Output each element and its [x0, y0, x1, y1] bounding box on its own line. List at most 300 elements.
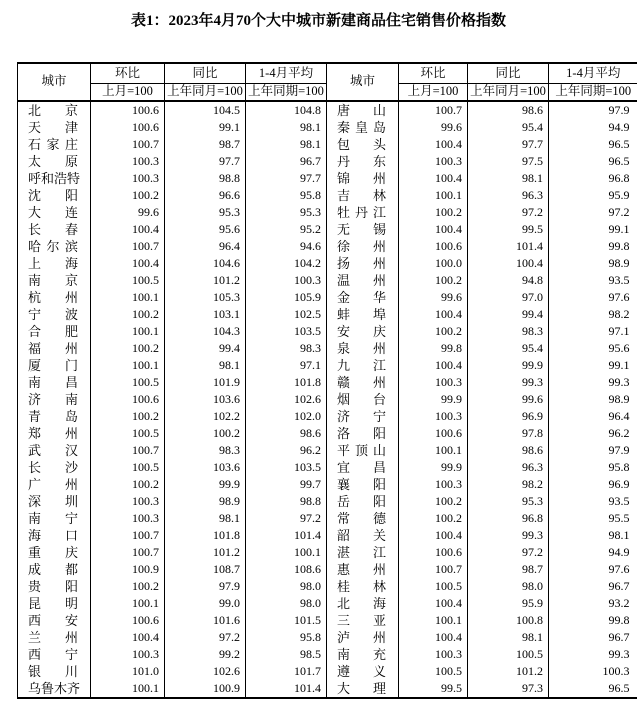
city-name: 重 庆	[28, 545, 78, 560]
city-cell-left	[18, 663, 91, 680]
city-cell-right	[327, 170, 399, 187]
city-name: 安 庆	[337, 324, 386, 339]
city-name: 厦 门	[28, 358, 78, 373]
mom-value-right: 100.3	[399, 646, 468, 663]
mom-value-left: 100.5	[91, 272, 165, 289]
mom-value-left: 100.3	[91, 510, 165, 527]
city-cell-right	[327, 663, 399, 680]
avg-value-right: 94.9	[549, 544, 637, 561]
city-cell-left	[18, 187, 91, 204]
city-name: 徐 州	[337, 239, 386, 254]
avg-value-right: 96.8	[549, 170, 637, 187]
yoy-value-right: 98.1	[468, 629, 549, 646]
city-name: 泸 州	[337, 630, 386, 645]
city-name: 三 亚	[337, 613, 386, 628]
city-cell-right	[327, 646, 399, 663]
city-name: 包 头	[337, 137, 386, 152]
yoy-value-right: 98.6	[468, 442, 549, 459]
mom-value-left: 100.7	[91, 238, 165, 255]
yoy-value-right: 100.4	[468, 255, 549, 272]
city-cell-right	[327, 544, 399, 561]
table-row	[18, 442, 637, 459]
mom-value-right: 100.3	[399, 408, 468, 425]
city-cell-right	[327, 340, 399, 357]
avg-value-left: 95.2	[246, 221, 327, 238]
mom-value-right: 100.2	[399, 272, 468, 289]
yoy-value-right: 97.3	[468, 680, 549, 698]
table-row	[18, 255, 637, 272]
city-cell-left	[18, 459, 91, 476]
yoy-value-right: 96.8	[468, 510, 549, 527]
table-row	[18, 578, 637, 595]
city-cell-right	[327, 357, 399, 374]
city-name: 乌 鲁 木 齐	[28, 681, 81, 696]
avg-value-right: 97.6	[549, 561, 637, 578]
mom-value-right: 100.4	[399, 306, 468, 323]
avg-value-left: 94.6	[246, 238, 327, 255]
header-city-left: 城市	[18, 63, 91, 101]
avg-value-left: 97.2	[246, 510, 327, 527]
city-name: 洛 阳	[337, 426, 386, 441]
yoy-value-right: 100.5	[468, 646, 549, 663]
city-name: 北 京	[28, 103, 78, 118]
city-cell-right	[327, 459, 399, 476]
table-row	[18, 425, 637, 442]
table-row	[18, 238, 637, 255]
mom-value-left: 100.3	[91, 646, 165, 663]
city-cell-left	[18, 357, 91, 374]
header-yoy-left: 同比	[165, 63, 246, 84]
table-row	[18, 476, 637, 493]
city-cell-left	[18, 408, 91, 425]
city-cell-left	[18, 425, 91, 442]
header-mom-right: 环比	[399, 63, 468, 84]
city-cell-left	[18, 204, 91, 221]
avg-value-left: 102.0	[246, 408, 327, 425]
city-cell-left	[18, 561, 91, 578]
city-name: 湛 江	[337, 545, 386, 560]
city-name: 合 肥	[28, 324, 78, 339]
yoy-value-left: 102.6	[165, 663, 246, 680]
table-header	[18, 63, 637, 101]
table-row	[18, 595, 637, 612]
yoy-value-right: 97.2	[468, 204, 549, 221]
city-cell-right	[327, 272, 399, 289]
table-row	[18, 459, 637, 476]
city-cell-left	[18, 510, 91, 527]
city-cell-right	[327, 119, 399, 136]
city-name: 岳 阳	[337, 494, 386, 509]
avg-value-left: 96.7	[246, 153, 327, 170]
city-cell-left	[18, 544, 91, 561]
city-name: 南 京	[28, 273, 78, 288]
mom-value-left: 100.5	[91, 374, 165, 391]
avg-value-right: 93.5	[549, 272, 637, 289]
table-row	[18, 136, 637, 153]
table-body	[18, 101, 637, 698]
city-name: 吉 林	[337, 188, 386, 203]
table-row	[18, 646, 637, 663]
avg-value-left: 98.3	[246, 340, 327, 357]
city-cell-right	[327, 255, 399, 272]
avg-value-left: 100.3	[246, 272, 327, 289]
yoy-value-left: 96.4	[165, 238, 246, 255]
yoy-value-left: 99.4	[165, 340, 246, 357]
city-name: 上 海	[28, 256, 78, 271]
mom-value-right: 100.2	[399, 204, 468, 221]
table-row	[18, 272, 637, 289]
header-mom-base-right: 上月=100	[399, 84, 468, 102]
yoy-value-left: 95.6	[165, 221, 246, 238]
city-name: 深 圳	[28, 494, 78, 509]
city-name: 西 宁	[28, 647, 78, 662]
yoy-value-left: 97.2	[165, 629, 246, 646]
yoy-value-left: 104.5	[165, 101, 246, 119]
mom-value-left: 100.7	[91, 527, 165, 544]
table-row	[18, 323, 637, 340]
avg-value-left: 95.3	[246, 204, 327, 221]
mom-value-left: 100.2	[91, 306, 165, 323]
avg-value-right: 99.8	[549, 612, 637, 629]
yoy-value-left: 101.6	[165, 612, 246, 629]
city-name: 桂 林	[337, 579, 386, 594]
avg-value-left: 98.0	[246, 595, 327, 612]
city-name: 大 理	[337, 681, 386, 696]
city-name: 南 昌	[28, 375, 78, 390]
table-row	[18, 340, 637, 357]
avg-value-right: 96.5	[549, 153, 637, 170]
mom-value-right: 99.9	[399, 391, 468, 408]
mom-value-left: 99.6	[91, 204, 165, 221]
city-name: 南 充	[337, 647, 386, 662]
city-cell-right	[327, 527, 399, 544]
city-name: 宁 波	[28, 307, 78, 322]
mom-value-left: 100.3	[91, 170, 165, 187]
city-name: 襄 阳	[337, 477, 386, 492]
table-row	[18, 527, 637, 544]
header-yoy-base-right: 上年同月=100	[468, 84, 549, 102]
avg-value-right: 97.2	[549, 204, 637, 221]
city-name: 西 安	[28, 613, 78, 628]
yoy-value-right: 98.1	[468, 170, 549, 187]
yoy-value-right: 100.8	[468, 612, 549, 629]
city-name: 常 德	[337, 511, 386, 526]
avg-value-left: 95.8	[246, 187, 327, 204]
mom-value-right: 100.4	[399, 357, 468, 374]
avg-value-right: 98.9	[549, 391, 637, 408]
table-row	[18, 493, 637, 510]
avg-value-right: 97.1	[549, 323, 637, 340]
yoy-value-left: 103.6	[165, 459, 246, 476]
yoy-value-right: 98.3	[468, 323, 549, 340]
city-cell-left	[18, 527, 91, 544]
mom-value-left: 100.1	[91, 323, 165, 340]
yoy-value-right: 96.3	[468, 459, 549, 476]
city-cell-right	[327, 595, 399, 612]
city-name: 温 州	[337, 273, 386, 288]
avg-value-right: 99.3	[549, 646, 637, 663]
city-cell-left	[18, 374, 91, 391]
mom-value-right: 99.9	[399, 459, 468, 476]
avg-value-right: 95.8	[549, 459, 637, 476]
city-name: 天 津	[28, 120, 78, 135]
mom-value-left: 100.2	[91, 476, 165, 493]
header-avg-base-left: 上年同期=100	[246, 84, 327, 102]
avg-value-left: 100.1	[246, 544, 327, 561]
avg-value-right: 98.1	[549, 527, 637, 544]
city-name: 大 连	[28, 205, 78, 220]
city-cell-left	[18, 646, 91, 663]
yoy-value-left: 99.1	[165, 119, 246, 136]
city-name: 牡 丹 江	[337, 205, 386, 220]
mom-value-right: 100.7	[399, 561, 468, 578]
city-cell-left	[18, 238, 91, 255]
mom-value-right: 100.3	[399, 153, 468, 170]
mom-value-left: 100.2	[91, 340, 165, 357]
header-avg-right: 1-4月平均	[549, 63, 637, 84]
table-row	[18, 357, 637, 374]
table-row	[18, 306, 637, 323]
yoy-value-left: 99.2	[165, 646, 246, 663]
avg-value-right: 94.9	[549, 119, 637, 136]
mom-value-left: 100.3	[91, 493, 165, 510]
table-row	[18, 170, 637, 187]
header-mom-left: 环比	[91, 63, 165, 84]
mom-value-right: 100.3	[399, 374, 468, 391]
table-row	[18, 221, 637, 238]
table-row	[18, 680, 637, 698]
mom-value-right: 100.4	[399, 136, 468, 153]
avg-value-left: 98.8	[246, 493, 327, 510]
mom-value-left: 100.6	[91, 612, 165, 629]
avg-value-right: 97.9	[549, 101, 637, 119]
avg-value-left: 98.1	[246, 136, 327, 153]
city-name: 丹 东	[337, 154, 386, 169]
table-row	[18, 612, 637, 629]
city-cell-left	[18, 289, 91, 306]
yoy-value-left: 98.1	[165, 510, 246, 527]
mom-value-right: 100.5	[399, 578, 468, 595]
avg-value-right: 96.7	[549, 578, 637, 595]
mom-value-left: 100.6	[91, 101, 165, 119]
city-name: 烟 台	[337, 392, 386, 407]
city-cell-right	[327, 374, 399, 391]
city-name: 兰 州	[28, 630, 78, 645]
mom-value-left: 100.1	[91, 357, 165, 374]
city-name: 广 州	[28, 477, 78, 492]
mom-value-right: 100.1	[399, 442, 468, 459]
yoy-value-right: 97.8	[468, 425, 549, 442]
yoy-value-right: 95.9	[468, 595, 549, 612]
city-cell-right	[327, 425, 399, 442]
city-name: 韶 关	[337, 528, 386, 543]
avg-value-right: 97.6	[549, 289, 637, 306]
yoy-value-left: 103.1	[165, 306, 246, 323]
city-name: 蚌 埠	[337, 307, 386, 322]
mom-value-right: 100.5	[399, 663, 468, 680]
mom-value-right: 100.3	[399, 476, 468, 493]
city-name: 海 口	[28, 528, 78, 543]
yoy-value-left: 97.9	[165, 578, 246, 595]
city-cell-right	[327, 442, 399, 459]
header-yoy-right: 同比	[468, 63, 549, 84]
header-avg-base-right: 上年同期=100	[549, 84, 637, 102]
mom-value-left: 100.1	[91, 680, 165, 698]
mom-value-right: 100.4	[399, 221, 468, 238]
city-cell-left	[18, 578, 91, 595]
avg-value-right: 99.1	[549, 357, 637, 374]
yoy-value-left: 97.7	[165, 153, 246, 170]
yoy-value-right: 95.3	[468, 493, 549, 510]
avg-value-left: 104.8	[246, 101, 327, 119]
city-name: 沈 阳	[28, 188, 78, 203]
mom-value-right: 100.4	[399, 170, 468, 187]
city-name: 杭 州	[28, 290, 78, 305]
city-cell-left	[18, 323, 91, 340]
avg-value-left: 97.1	[246, 357, 327, 374]
yoy-value-left: 101.2	[165, 272, 246, 289]
yoy-value-right: 99.5	[468, 221, 549, 238]
table-row	[18, 374, 637, 391]
yoy-value-left: 103.6	[165, 391, 246, 408]
avg-value-right: 97.9	[549, 442, 637, 459]
avg-value-right: 100.3	[549, 663, 637, 680]
yoy-value-left: 105.3	[165, 289, 246, 306]
yoy-value-right: 96.3	[468, 187, 549, 204]
table-row	[18, 204, 637, 221]
yoy-value-right: 98.0	[468, 578, 549, 595]
mom-value-left: 100.1	[91, 595, 165, 612]
avg-value-right: 99.3	[549, 374, 637, 391]
yoy-value-right: 99.4	[468, 306, 549, 323]
avg-value-left: 99.7	[246, 476, 327, 493]
city-cell-right	[327, 561, 399, 578]
avg-value-right: 93.5	[549, 493, 637, 510]
city-cell-left	[18, 442, 91, 459]
avg-value-right: 96.7	[549, 629, 637, 646]
table-row	[18, 629, 637, 646]
city-name: 武 汉	[28, 443, 78, 458]
yoy-value-left: 104.3	[165, 323, 246, 340]
mom-value-left: 100.2	[91, 187, 165, 204]
yoy-value-left: 104.6	[165, 255, 246, 272]
mom-value-right: 99.5	[399, 680, 468, 698]
table-row	[18, 153, 637, 170]
mom-value-left: 100.2	[91, 408, 165, 425]
city-cell-left	[18, 595, 91, 612]
city-cell-right	[327, 476, 399, 493]
city-cell-left	[18, 629, 91, 646]
table-row	[18, 544, 637, 561]
city-name: 泉 州	[337, 341, 386, 356]
mom-value-right: 100.6	[399, 544, 468, 561]
avg-value-left: 101.7	[246, 663, 327, 680]
city-cell-right	[327, 204, 399, 221]
city-name: 平 顶 山	[337, 443, 386, 458]
avg-value-left: 101.4	[246, 680, 327, 698]
mom-value-right: 99.6	[399, 119, 468, 136]
table-row	[18, 510, 637, 527]
yoy-value-left: 99.9	[165, 476, 246, 493]
city-cell-left	[18, 153, 91, 170]
mom-value-left: 100.6	[91, 391, 165, 408]
yoy-value-right: 101.2	[468, 663, 549, 680]
city-name: 金 华	[337, 290, 386, 305]
city-name: 济 宁	[337, 409, 386, 424]
city-cell-left	[18, 391, 91, 408]
avg-value-left: 97.7	[246, 170, 327, 187]
city-cell-left	[18, 476, 91, 493]
avg-value-left: 101.8	[246, 374, 327, 391]
city-name: 扬 州	[337, 256, 386, 271]
city-cell-right	[327, 153, 399, 170]
mom-value-right: 100.4	[399, 595, 468, 612]
table-row	[18, 289, 637, 306]
mom-value-right: 100.6	[399, 238, 468, 255]
yoy-value-left: 102.2	[165, 408, 246, 425]
avg-value-right: 95.6	[549, 340, 637, 357]
city-name: 遵 义	[337, 664, 386, 679]
city-cell-left	[18, 119, 91, 136]
table-row	[18, 187, 637, 204]
avg-value-left: 103.5	[246, 323, 327, 340]
city-cell-right	[327, 136, 399, 153]
mom-value-left: 101.0	[91, 663, 165, 680]
city-name: 北 海	[337, 596, 386, 611]
table-row	[18, 561, 637, 578]
city-cell-left	[18, 136, 91, 153]
city-name: 赣 州	[337, 375, 386, 390]
yoy-value-right: 99.9	[468, 357, 549, 374]
avg-value-left: 101.5	[246, 612, 327, 629]
yoy-value-left: 98.1	[165, 357, 246, 374]
yoy-value-left: 101.2	[165, 544, 246, 561]
avg-value-right: 98.2	[549, 306, 637, 323]
mom-value-right: 100.2	[399, 510, 468, 527]
avg-value-left: 96.2	[246, 442, 327, 459]
header-yoy-base-left: 上年同月=100	[165, 84, 246, 102]
yoy-value-right: 97.0	[468, 289, 549, 306]
yoy-value-right: 98.7	[468, 561, 549, 578]
city-name: 长 沙	[28, 460, 78, 475]
city-cell-right	[327, 391, 399, 408]
avg-value-right: 96.5	[549, 136, 637, 153]
yoy-value-right: 97.2	[468, 544, 549, 561]
city-cell-left	[18, 493, 91, 510]
header-avg-left: 1-4月平均	[246, 63, 327, 84]
avg-value-right: 95.9	[549, 187, 637, 204]
mom-value-left: 100.7	[91, 442, 165, 459]
yoy-value-left: 100.2	[165, 425, 246, 442]
city-name: 唐 山	[337, 103, 386, 118]
mom-value-left: 100.4	[91, 255, 165, 272]
yoy-value-left: 108.7	[165, 561, 246, 578]
avg-value-right: 95.5	[549, 510, 637, 527]
city-name: 成 都	[28, 562, 78, 577]
city-cell-right	[327, 101, 399, 119]
city-cell-right	[327, 221, 399, 238]
avg-value-left: 98.1	[246, 119, 327, 136]
price-index-table	[17, 62, 637, 699]
city-cell-right	[327, 187, 399, 204]
city-name: 昆 明	[28, 596, 78, 611]
city-cell-right	[327, 289, 399, 306]
avg-value-right: 99.8	[549, 238, 637, 255]
city-name: 贵 阳	[28, 579, 78, 594]
city-cell-right	[327, 612, 399, 629]
city-cell-left	[18, 221, 91, 238]
avg-value-left: 98.5	[246, 646, 327, 663]
